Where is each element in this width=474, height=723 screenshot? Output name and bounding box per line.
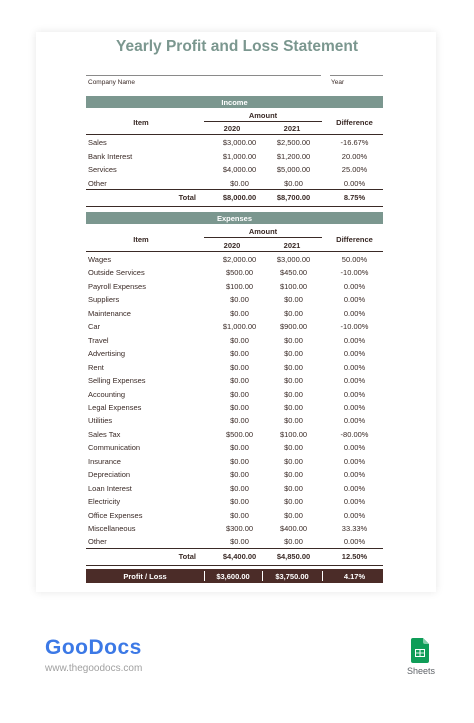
expenses-diff-cell: 0.00% [343, 497, 366, 507]
expenses-y2021-cell: $900.00 [279, 322, 308, 332]
expenses-2021-header: 2021 [283, 241, 301, 250]
income-bottom-rule [86, 206, 383, 207]
expenses-item-cell: Sales Tax [88, 429, 121, 439]
income-2021-header: 2021 [283, 124, 301, 133]
expenses-y2021-cell: $0.00 [284, 349, 303, 359]
goodocs-url: www.thegoodocs.com [45, 663, 143, 674]
profit-loss-2021: $3,750.00 [275, 572, 309, 581]
expenses-item-cell: Travel [88, 335, 109, 345]
expenses-y2021-cell: $0.00 [284, 510, 303, 520]
profit-loss-bar [86, 569, 383, 583]
expenses-item-cell: Selling Expenses [88, 376, 146, 386]
income-total-y2020: $8,000.00 [222, 193, 257, 202]
income-y2021-cell: $5,000.00 [276, 165, 311, 175]
income-y2020-cell: $3,000.00 [222, 138, 257, 147]
expenses-item-cell: Advertising [88, 349, 126, 359]
expenses-diff-cell: 50.00% [341, 255, 368, 264]
expenses-y2021-cell: $400.00 [279, 524, 308, 533]
expenses-item-header: Item [133, 235, 149, 244]
expenses-item-cell: Insurance [88, 456, 121, 466]
expenses-diff-cell: 0.00% [343, 295, 366, 305]
income-y2021-cell: $0.00 [284, 179, 303, 189]
income-header-rule [86, 134, 383, 135]
company-name-line [86, 75, 321, 76]
expenses-y2021-cell: $450.00 [279, 268, 308, 278]
income-2020-header: 2020 [223, 124, 241, 133]
expenses-y2020-cell: $0.00 [230, 443, 249, 453]
income-diff-cell: 0.00% [343, 179, 366, 189]
expenses-y2020-cell: $0.00 [230, 335, 249, 345]
expenses-item-cell: Electricity [88, 497, 121, 507]
expenses-banner: Expenses [86, 212, 383, 224]
expenses-y2021-cell: $0.00 [284, 362, 303, 372]
expenses-item-cell: Car [88, 322, 101, 332]
expenses-diff-cell: 0.00% [343, 456, 366, 466]
expenses-diff-cell: 0.00% [343, 470, 366, 480]
expenses-y2020-cell: $0.00 [230, 510, 249, 520]
income-difference-header: Difference [336, 118, 373, 127]
expenses-y2021-cell: $0.00 [284, 416, 303, 426]
expenses-item-cell: Depreciation [88, 470, 131, 480]
expenses-diff-cell: 0.00% [343, 349, 366, 359]
expenses-diff-cell: -10.00% [340, 268, 369, 278]
goodocs-logo: GooDocs [45, 636, 142, 659]
expenses-item-cell: Payroll Expenses [88, 281, 146, 291]
expenses-y2021-cell: $0.00 [284, 470, 303, 480]
expenses-y2021-cell: $0.00 [284, 389, 303, 399]
expenses-total-y2020: $4,400.00 [222, 552, 257, 561]
expenses-difference-header: Difference [336, 235, 373, 244]
income-y2021-cell: $1,200.00 [276, 151, 311, 161]
expenses-diff-cell: 0.00% [343, 443, 366, 453]
expenses-y2020-cell: $500.00 [225, 268, 254, 278]
expenses-y2021-cell: $3,000.00 [276, 255, 311, 264]
document-title: Yearly Profit and Loss Statement [115, 38, 359, 55]
expenses-total-rule [86, 548, 383, 549]
income-y2020-cell: $1,000.00 [222, 151, 257, 161]
expenses-y2020-cell: $300.00 [225, 524, 254, 533]
income-banner: Income [86, 96, 383, 108]
expenses-y2021-cell: $0.00 [284, 483, 303, 493]
expenses-diff-cell: -80.00% [340, 429, 369, 439]
expenses-y2020-cell: $0.00 [230, 456, 249, 466]
expenses-total-label: Total [178, 552, 196, 561]
expenses-y2021-cell: $0.00 [284, 402, 303, 412]
expenses-y2020-cell: $0.00 [230, 389, 249, 399]
expenses-y2020-cell: $500.00 [225, 429, 254, 439]
income-y2020-cell: $0.00 [230, 179, 249, 189]
expenses-diff-cell: 33.33% [341, 524, 368, 533]
sheets-label: Sheets [406, 666, 436, 676]
expenses-diff-cell: 0.00% [343, 483, 366, 493]
expenses-diff-cell: 0.00% [343, 376, 366, 386]
expenses-y2021-cell: $0.00 [284, 497, 303, 507]
year-line [330, 75, 383, 76]
expenses-y2020-cell: $0.00 [230, 497, 249, 507]
expenses-y2020-cell: $0.00 [230, 308, 249, 318]
expenses-y2020-cell: $1,000.00 [222, 322, 257, 332]
expenses-y2020-cell: $100.00 [225, 281, 254, 291]
expenses-y2021-cell: $0.00 [284, 443, 303, 453]
income-total-diff: 8.75% [343, 193, 366, 202]
year-label: Year [331, 79, 345, 86]
expenses-y2020-cell: $0.00 [230, 537, 249, 547]
expenses-bottom-rule [86, 565, 383, 566]
expenses-item-cell: Accounting [88, 389, 126, 399]
expenses-item-cell: Utilities [88, 416, 113, 426]
income-item-header: Item [133, 118, 149, 127]
income-diff-cell: 25.00% [341, 165, 368, 175]
expenses-item-cell: Office Expenses [88, 510, 143, 520]
expenses-y2021-cell: $0.00 [284, 335, 303, 345]
expenses-diff-cell: 0.00% [343, 362, 366, 372]
expenses-diff-cell: 0.00% [343, 510, 366, 520]
expenses-2020-header: 2020 [223, 241, 241, 250]
expenses-y2021-cell: $0.00 [284, 376, 303, 386]
income-item-cell: Services [88, 165, 117, 175]
income-y2021-cell: $2,500.00 [276, 138, 311, 147]
expenses-item-cell: Outside Services [88, 268, 145, 278]
expenses-amount-underline [204, 237, 322, 238]
expenses-item-cell: Other [88, 537, 107, 547]
company-name-label: Company Name [88, 79, 135, 86]
expenses-item-cell: Wages [88, 255, 112, 264]
expenses-y2020-cell: $0.00 [230, 483, 249, 493]
expenses-diff-cell: 0.00% [343, 416, 366, 426]
income-total-y2021: $8,700.00 [276, 193, 311, 202]
profit-sep-3 [322, 571, 323, 581]
expenses-amount-header: Amount [248, 227, 278, 236]
expenses-y2020-cell: $0.00 [230, 362, 249, 372]
expenses-item-cell: Communication [88, 443, 141, 453]
expenses-y2020-cell: $2,000.00 [222, 255, 257, 264]
expenses-y2020-cell: $0.00 [230, 349, 249, 359]
expenses-y2021-cell: $0.00 [284, 537, 303, 547]
expenses-y2021-cell: $100.00 [279, 429, 308, 439]
expenses-y2021-cell: $100.00 [279, 281, 308, 291]
expenses-y2021-cell: $0.00 [284, 295, 303, 305]
income-amount-underline [204, 121, 322, 122]
income-diff-cell: -16.67% [340, 138, 369, 147]
expenses-total-y2021: $4,850.00 [276, 552, 311, 561]
expenses-diff-cell: 0.00% [343, 308, 366, 318]
income-item-cell: Sales [88, 138, 107, 147]
expenses-diff-cell: 0.00% [343, 389, 366, 399]
expenses-diff-cell: 0.00% [343, 335, 366, 345]
income-item-cell: Bank Interest [88, 151, 133, 161]
expenses-item-cell: Rent [88, 362, 104, 372]
expenses-y2021-cell: $0.00 [284, 308, 303, 318]
expenses-total-diff: 12.50% [341, 552, 368, 561]
profit-loss-difference: 4.17% [343, 572, 366, 581]
expenses-y2020-cell: $0.00 [230, 376, 249, 386]
expenses-diff-cell: -10.00% [340, 322, 369, 332]
expenses-item-cell: Maintenance [88, 308, 131, 318]
income-diff-cell: 20.00% [341, 151, 368, 161]
expenses-item-cell: Suppliers [88, 295, 120, 305]
expenses-y2020-cell: $0.00 [230, 416, 249, 426]
expenses-y2020-cell: $0.00 [230, 402, 249, 412]
expenses-header-rule [86, 251, 383, 252]
expenses-diff-cell: 0.00% [343, 537, 366, 547]
expenses-item-cell: Miscellaneous [88, 524, 136, 533]
income-y2020-cell: $4,000.00 [222, 165, 257, 175]
profit-loss-label: Profit / Loss [123, 572, 167, 581]
expenses-y2020-cell: $0.00 [230, 295, 249, 305]
expenses-y2021-cell: $0.00 [284, 456, 303, 466]
expenses-diff-cell: 0.00% [343, 402, 366, 412]
income-total-label: Total [178, 193, 196, 202]
expenses-item-cell: Legal Expenses [88, 402, 142, 412]
income-amount-header: Amount [248, 111, 278, 120]
expenses-y2020-cell: $0.00 [230, 470, 249, 480]
expenses-item-cell: Loan Interest [88, 483, 132, 493]
google-sheets-icon [411, 638, 429, 663]
income-total-rule [86, 189, 383, 190]
expenses-diff-cell: 0.00% [343, 281, 366, 291]
income-item-cell: Other [88, 179, 107, 189]
profit-loss-2020: $3,600.00 [216, 572, 250, 581]
